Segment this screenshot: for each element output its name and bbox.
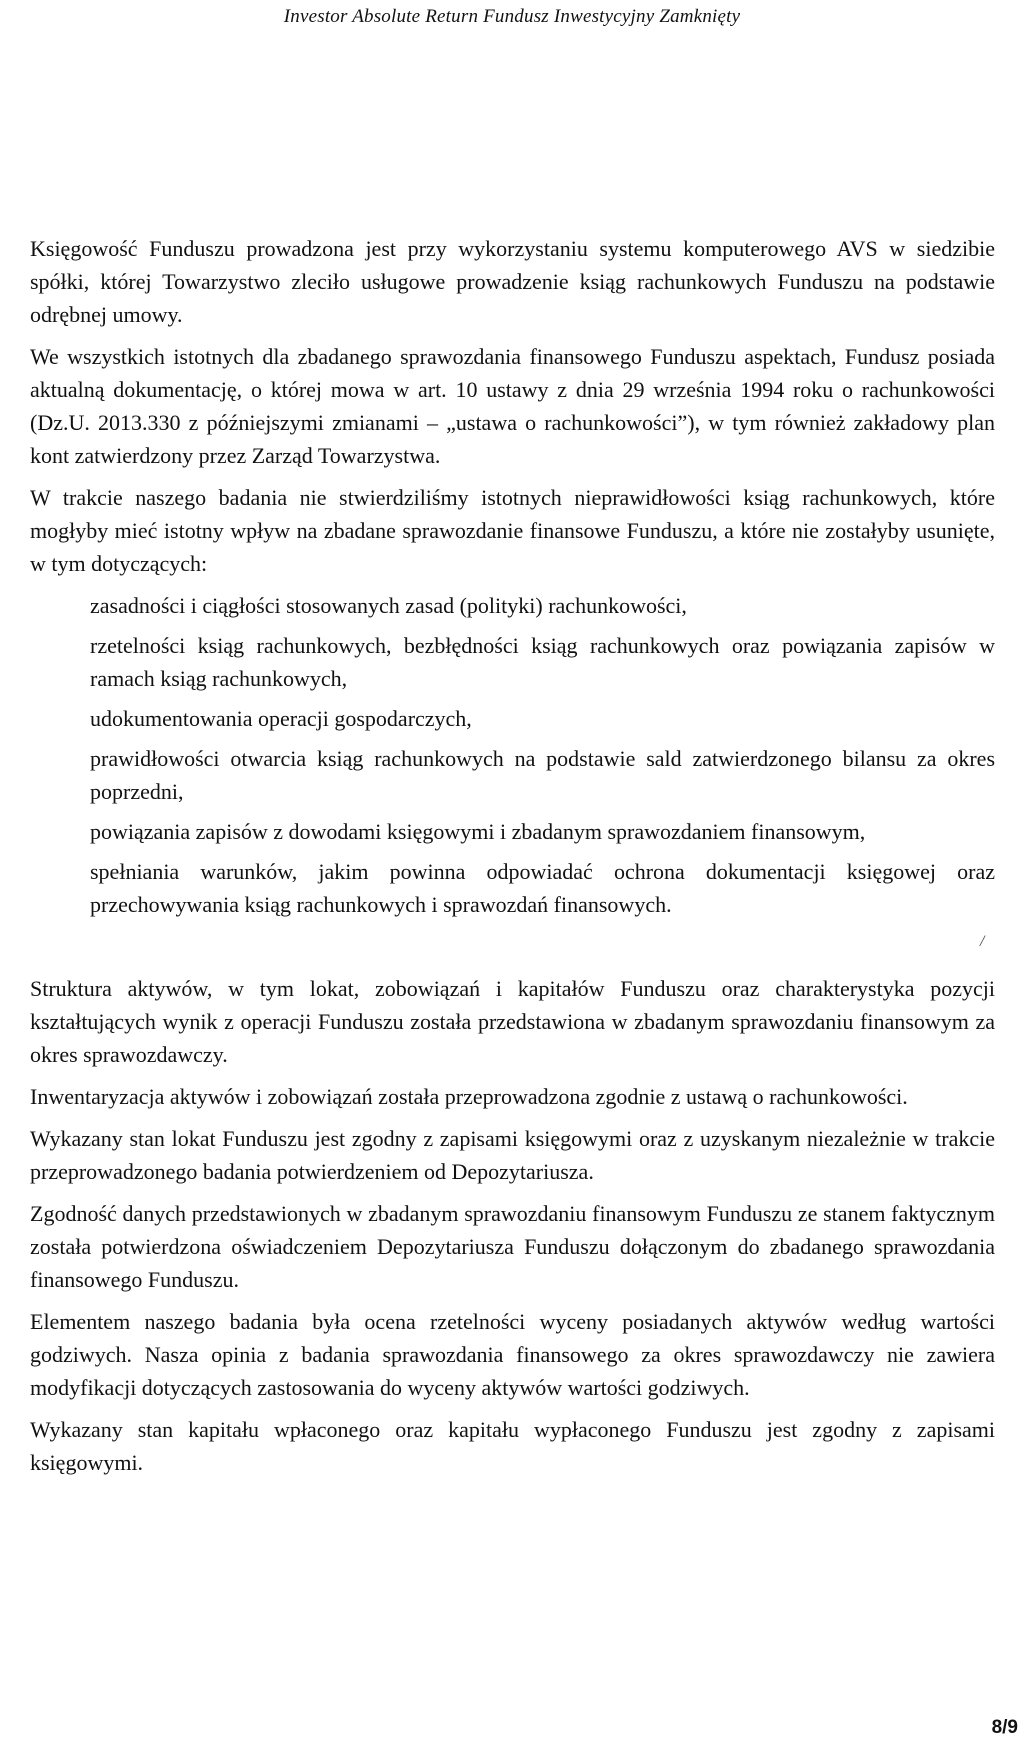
stray-mark: /: [980, 933, 985, 950]
paragraph: Wykazany stan kapitału wpłaconego oraz kapitału wypłaconego Funduszu jest zgodny z zapisami księgowymi.: [30, 1417, 995, 1475]
accounting-section: [30, 232, 995, 928]
findings-list: [30, 589, 995, 921]
paragraph: Inwentaryzacja aktywów i zobowiązań została przeprowadzona zgodnie z ustawą o rachunkowości.: [30, 1084, 908, 1109]
paragraph: Wykazany stan lokat Funduszu jest zgodny z zapisami księgowymi oraz z uzyskanym niezależnie w trakcie przeprowadzonego badania potwierdzeniem od Depozytariusza.: [30, 1126, 995, 1184]
page-number: 8/9: [991, 1717, 1018, 1738]
paragraph: Zgodność danych przedstawionych w zbadanym sprawozdaniu finansowym Funduszu ze stanem faktycznym została potwierdzona oświadczeniem Depozytariusza Funduszu dołączonym do zbadanego sprawozdania finansowego Funduszu.: [30, 1201, 995, 1292]
list-item: udokumentowania operacji gospodarczych,: [90, 706, 472, 731]
paragraph: Księgowość Funduszu prowadzona jest przy wykorzystaniu systemu komputerowego AVS w siedzibie spółki, której Towarzystwo zleciło usługowe prowadzenie ksiąg rachunkowych Funduszu na podstawie odrębnej umowy.: [30, 236, 995, 327]
list-item: zasadności i ciągłości stosowanych zasad (polityki) rachunkowości,: [90, 593, 687, 618]
list-item: rzetelności ksiąg rachunkowych, bezbłędności ksiąg rachunkowych oraz powiązania zapisów w ramach ksiąg rachunkowych,: [90, 633, 995, 691]
list-item: prawidłowości otwarcia ksiąg rachunkowych na podstawie sald zatwierdzonego bilansu za okres poprzedni,: [90, 746, 995, 804]
paragraph: W trakcie naszego badania nie stwierdziliśmy istotnych nieprawidłowości ksiąg rachunkowych, które mogłyby mieć istotny wpływ na zbadane sprawozdanie finansowe Funduszu, a które nie zostałyby usunięte, w tym dotyczących:: [30, 485, 995, 576]
page-header-title: Investor Absolute Return Fundusz Inwestycyjny Zamknięty: [283, 6, 741, 27]
paragraph: We wszystkich istotnych dla zbadanego sprawozdania finansowego Funduszu aspektach, Fundusz posiada aktualną dokumentację, o której mowa w art. 10 ustawy z dnia 29 września 1994 roku o rachunkowości (Dz.U. 2013.330 z późniejszymi zmianami – „ustawa o rachunkowości”), w tym również zakładowy plan kont zatwierdzony przez Zarząd Towarzystwa.: [30, 344, 995, 468]
paragraph: Struktura aktywów, w tym lokat, zobowiązań i kapitałów Funduszu oraz charakterystyka pozycji kształtujących wynik z operacji Funduszu została przedstawiona w zbadanym sprawozdaniu finansowym za okres sprawozdawczy.: [30, 976, 995, 1067]
paragraph: Elementem naszego badania była ocena rzetelności wyceny posiadanych aktywów według wartości godziwych. Nasza opinia z badania sprawozdania finansowego za okres sprawozdawczy nie zawiera modyfikacji dotyczących zastosowania do wyceny aktywów wartości godziwych.: [30, 1309, 995, 1400]
list-item: spełniania warunków, jakim powinna odpowiadać ochrona dokumentacji księgowej oraz przechowywania ksiąg rachunkowych i sprawozdań finansowych.: [90, 859, 995, 917]
list-item: powiązania zapisów z dowodami księgowymi i zbadanym sprawozdaniem finansowym,: [90, 819, 866, 844]
assets-section: [30, 972, 995, 1488]
